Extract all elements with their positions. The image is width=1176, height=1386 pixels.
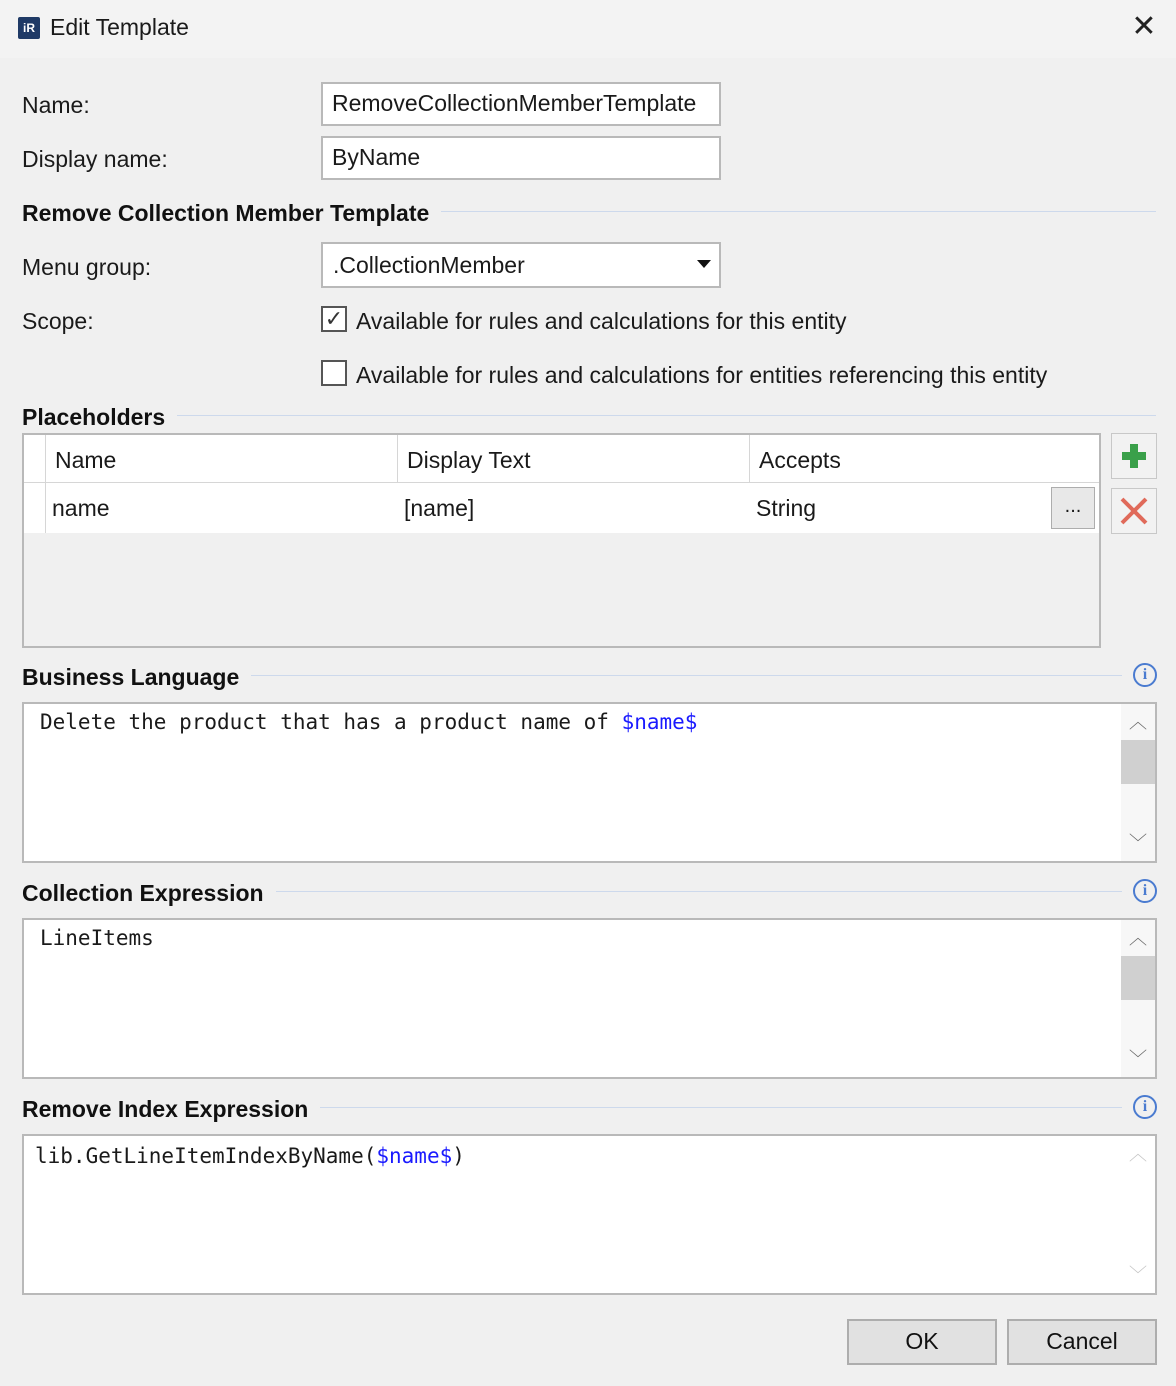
window-title: Edit Template <box>50 14 189 40</box>
name-label: Name: <box>22 92 90 118</box>
grid-corner <box>24 435 46 483</box>
ok-button[interactable]: OK <box>847 1319 997 1365</box>
scroll-thumb[interactable] <box>1121 740 1155 784</box>
section-title-placeholders: Placeholders <box>22 404 177 431</box>
cell-display-text[interactable]: [name] <box>398 483 750 533</box>
scroll-up-icon[interactable]: ︿ <box>1129 712 1147 732</box>
scroll-down-icon[interactable]: ﹀ <box>1129 833 1147 853</box>
scope-this-entity-checkbox[interactable] <box>321 306 347 332</box>
chevron-down-icon <box>697 260 711 268</box>
scope-referencing-checkbox[interactable] <box>321 360 347 386</box>
display-name-label: Display name: <box>22 146 168 172</box>
collection-expression-code: LineItems <box>40 926 154 950</box>
delete-x-icon <box>1112 489 1156 533</box>
cancel-button[interactable]: Cancel <box>1007 1319 1157 1365</box>
close-icon[interactable]: ✕ <box>1131 10 1157 43</box>
scroll-down-icon[interactable]: ﹀ <box>1129 1049 1147 1069</box>
remove-index-code <box>35 1144 465 1168</box>
scope-label: Scope: <box>22 308 94 334</box>
business-language-code <box>40 710 697 734</box>
section-title-template: Remove Collection Member Template <box>22 200 441 227</box>
accepts-browse-button[interactable]: ... <box>1051 487 1095 529</box>
code-variable: $name$ <box>621 710 698 734</box>
menu-group-label: Menu group: <box>22 254 152 280</box>
name-input[interactable]: RemoveCollectionMemberTemplate <box>321 82 721 126</box>
section-divider <box>22 415 1156 416</box>
placeholders-grid <box>22 433 1101 648</box>
code-text: lib.GetLineItemIndexByName( <box>35 1144 377 1168</box>
scroll-thumb[interactable] <box>1121 956 1155 1000</box>
app-icon: iR <box>18 17 40 39</box>
code-text: ) <box>452 1144 465 1168</box>
info-icon[interactable]: i <box>1133 663 1157 687</box>
business-language-editor[interactable] <box>22 702 1157 863</box>
scroll-down-icon[interactable]: ﹀ <box>1129 1265 1147 1285</box>
scope-referencing-label: Available for rules and calculations for entities referencing this entity <box>356 362 1048 388</box>
checkmark-icon: ✓ <box>324 306 344 331</box>
vertical-scrollbar[interactable] <box>1121 920 1155 1077</box>
remove-index-expression-editor[interactable] <box>22 1134 1157 1295</box>
vertical-scrollbar[interactable] <box>1121 704 1155 861</box>
scroll-up-icon[interactable]: ︿ <box>1129 928 1147 948</box>
column-header-accepts[interactable]: Accepts <box>750 435 1099 483</box>
code-variable: $name$ <box>376 1144 453 1168</box>
cell-name[interactable]: name <box>46 483 398 533</box>
section-title-collection-expression: Collection Expression <box>22 880 276 907</box>
collection-expression-editor[interactable] <box>22 918 1157 1079</box>
cell-accepts[interactable] <box>750 483 1099 533</box>
vertical-scrollbar[interactable] <box>1121 1136 1155 1293</box>
scope-this-entity-label: Available for rules and calculations for this entity <box>356 308 847 334</box>
column-header-display-text[interactable]: Display Text <box>398 435 750 483</box>
display-name-input[interactable]: ByName <box>321 136 721 180</box>
menu-group-value: .CollectionMember <box>333 252 525 278</box>
section-title-remove-index-expression: Remove Index Expression <box>22 1096 320 1123</box>
row-header[interactable] <box>24 483 46 533</box>
plus-icon <box>1112 434 1156 478</box>
info-icon[interactable]: i <box>1133 879 1157 903</box>
scroll-up-icon[interactable]: ︿ <box>1129 1144 1147 1164</box>
column-header-name[interactable]: Name <box>46 435 398 483</box>
code-text: Delete the product that has a product name of <box>40 710 622 734</box>
accepts-value: String <box>756 495 817 521</box>
delete-placeholder-button[interactable] <box>1111 488 1157 534</box>
add-placeholder-button[interactable] <box>1111 433 1157 479</box>
section-title-business-language: Business Language <box>22 664 251 691</box>
info-icon[interactable]: i <box>1133 1095 1157 1119</box>
menu-group-select[interactable] <box>321 242 721 288</box>
